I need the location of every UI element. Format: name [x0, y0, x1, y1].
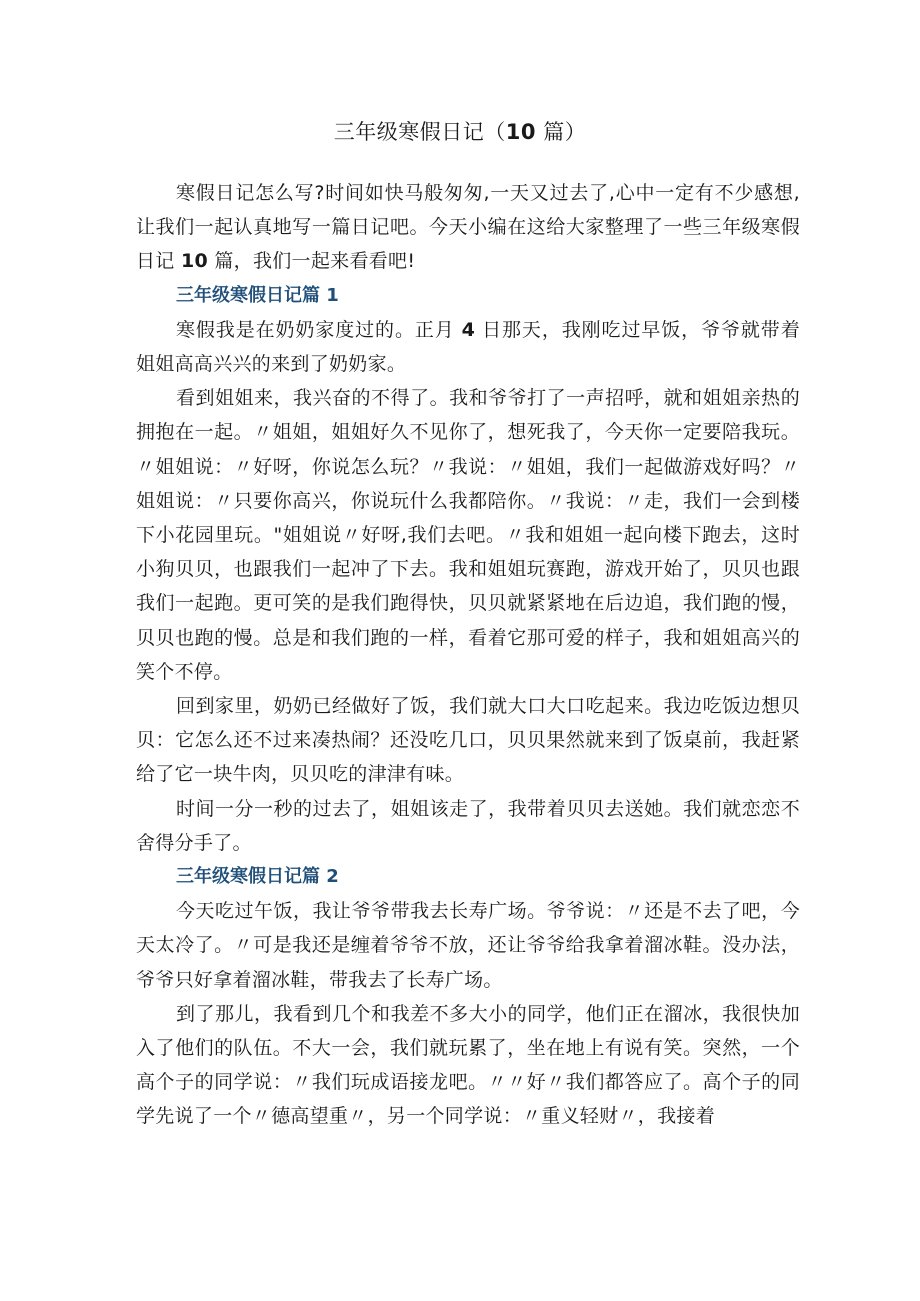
intro-text-1: 寒假日记怎么写?时间如快马般匆匆,一天又过去了,心中一定有不少感想,让我们一起认真地写一篇日记吧。今天小编在这给大家整理了一些三年级寒假日记: [136, 182, 800, 273]
title-text: 三年级寒假日记（: [333, 120, 506, 144]
title-number: 10: [505, 120, 537, 144]
intro-text-2: 篇，我们一起来看看吧!: [208, 250, 416, 273]
section1-paragraph-2: 看到姐姐来，我兴奋的不得了。我和爷爷打了一声招呼，就和姐姐亲热的拥抱在一起。〃姐姐，姐姐好久不见你了，想死我了，今天你一定要陪我玩。〃姐姐说：〃好呀，你说怎么玩？〃我说：〃姐姐，我们一起做游戏好吗？〃姐姐说：〃只要你高兴，你说玩什么我都陪你。〃我说：〃走，我们一会到楼下小花园里玩。"姐姐说〃好呀,我们去吧。〃我和姐姐一起向楼下跑去，这时小狗贝贝，也跟我们一起冲了下去。我和姐姐玩赛跑，游戏开始了，贝贝也跟我们一起跑。更可笑的是我们跑得快，贝贝就紧紧地在后边追，我们跑的慢，贝贝也跑的慢。总是和我们跑的一样，看着它那可爱的样子，我和姐姐高兴的笑个不停。: [136, 387, 800, 683]
section2-paragraph-2: 到了那儿，我看到几个和我差不多大小的同学，他们正在溜冰，我很快加入了他们的队伍。不大一会，我们就玩累了，坐在地上有说有笑。突然，一个高个子的同学说：〃我们玩成语接龙吧。〃〃好〃我们都答应了。高个子的同学先说了一个〃德高望重〃，另一个同学说：〃重义轻财〃，我接着: [136, 1002, 800, 1128]
title-suffix: 篇）: [536, 120, 587, 144]
section1-paragraph-3: 回到家里，奶奶已经做好了饭，我们就大口大口吃起来。我边吃饭边想贝贝：它怎么还不过来凑热闹？还没吃几口，贝贝果然就来到了饭桌前，我赶紧给了它一块牛肉，贝贝吃的津津有味。: [136, 695, 800, 786]
intro-paragraph: [136, 176, 800, 279]
s1p1-text-1: 寒假我是在奶奶家度过的。正月: [176, 318, 462, 341]
section1-paragraph-4: 时间一分一秒的过去了，姐姐该走了，我带着贝贝去送她。我们就恋恋不舍得分手了。: [136, 797, 800, 854]
document-title: [0, 116, 920, 148]
intro-number: 10: [180, 250, 208, 273]
section-heading-1: 三年级寒假日记篇 1: [176, 284, 339, 306]
section1-paragraph-1: [136, 313, 800, 381]
document-body: [136, 176, 800, 1134]
section-heading-2: 三年级寒假日记篇 2: [176, 866, 339, 888]
section2-paragraph-1: 今天吃过午饭，我让爷爷带我去长寿广场。爷爷说：〃还是不去了吧，今天太冷了。〃可是我还是缠着爷爷不放，还让爷爷给我拿着溜冰鞋。没办法，爷爷只好拿着溜冰鞋，带我去了长寿广场。: [136, 900, 800, 991]
s1p1-number: 4: [461, 318, 476, 341]
s1p1-text-2: 日那天，我刚吃过早饭，爷爷就带着姐姐高高兴兴的来到了奶奶家。: [136, 318, 801, 376]
